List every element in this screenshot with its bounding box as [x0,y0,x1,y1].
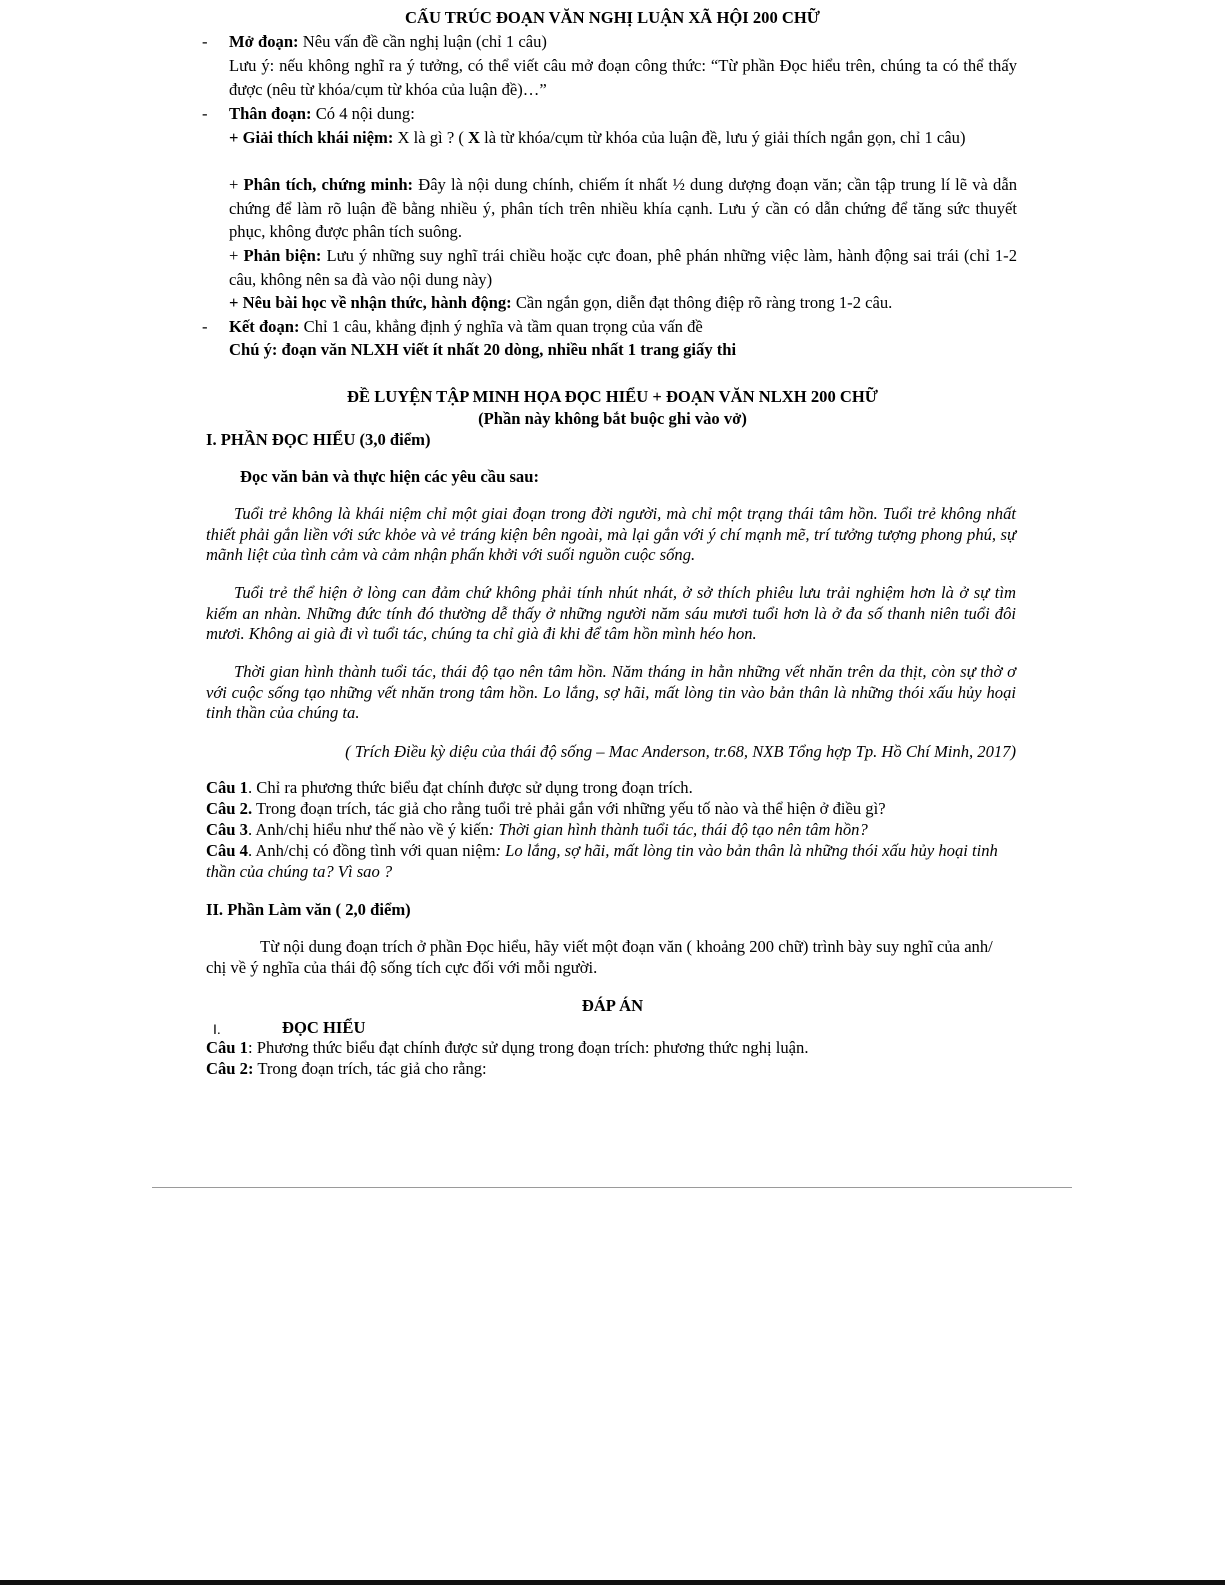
item1-text-a: X là gì ? ( [393,128,469,147]
question-4 [206,840,1016,882]
answers-roman-numeral: I. [213,1021,221,1037]
mo-doan-label: Mở đoạn: [229,32,299,51]
part1-heading: I. PHẦN ĐỌC HIỂU (3,0 điểm) [206,430,431,449]
bullet-dash: - [202,104,208,123]
reading-instruction: Đọc văn bản và thực hiện các yêu cầu sau: [240,467,539,486]
answers-title: ĐÁP ÁN [581,996,644,1015]
ket-doan-text: Chỉ 1 câu, khẳng định ý nghĩa và tầm quan trọng của vấn đề [299,317,703,336]
item4-text: Cần ngắn gọn, diễn đạt thông điệp rõ ràng trong 1-2 câu. [511,293,893,312]
q2-label: Câu 2. [206,799,253,818]
than-doan-text: Có 4 nội dung: [311,104,415,123]
item1-x: X [468,128,480,147]
q2-text: Trong đoạn trích, tác giả cho rằng tuổi trẻ phải gắn với những yếu tố nào và thể hiện ở điều gì? [252,799,886,818]
than-doan-label: Thân đoạn: [229,104,312,123]
structure-title: CẤU TRÚC ĐOẠN VĂN NGHỊ LUẬN XÃ HỘI 200 CHỮ [404,8,820,27]
chu-y-note: Chú ý: đoạn văn NLXH viết ít nhất 20 dòng, nhiều nhất 1 trang giấy thi [229,340,737,359]
ket-doan-label: Kết đoạn: [229,317,300,336]
answers-section-heading: ĐỌC HIỂU [282,1018,366,1037]
answer-2 [206,1058,1016,1079]
than-doan-item-3 [229,244,1017,291]
a2-text: Trong đoạn trích, tác giả cho rằng: [253,1059,487,1078]
part2-text: Từ nội dung đoạn trích ở phần Đọc hiểu, hãy viết một đoạn văn ( khoảng 200 chữ) trình bày suy nghĩ của anh/ chị về ý nghĩa của thái độ sống tích cực đối với mỗi người. [206,937,993,977]
q1-label: Câu 1 [206,778,248,797]
bullet-dash: - [202,317,208,336]
item2-text: Đây là nội dung chính, chiếm ít nhất ½ dung dượng đoạn văn; cần tập trung lí lẽ và dẫn chứng để làm rõ luận đề bằng nhiều ý, phân tích trên nhiều khía cạnh. Lưu ý cần có dẫn chứng để tăng sức thuyết phục, không được phân tích suông. [229,175,1017,241]
q1-text: . Chỉ ra phương thức biểu đạt chính được sử dụng trong đoạn trích. [247,778,693,797]
mo-doan-note: Lưu ý: nếu không nghĩ ra ý tưởng, có thể viết câu mở đoạn công thức: “Từ phần Đọc hiểu trên, chúng ta có thể thấy được (nêu từ khóa/cụm từ khóa của luận đề)…” [229,56,1017,99]
q3-text: . Anh/chị hiểu như thế nào về ý kiến [247,820,489,839]
passage-paragraph-1: Tuổi trẻ không là khái niệm chỉ một giai đoạn trong đời người, mà chỉ một trạng thái tâm hồn. Tuổi trẻ không nhất thiết phải gắn liền với sức khỏe và vẻ tráng kiện bên ngoài, mà lại gắn với ý chí mạnh mẽ, trí tưởng tượng phong phú, sự mãnh liệt của tình cảm và cảm nhận phấn khởi với suối nguồn cuộc sống. [206,504,1016,564]
part2-heading: II. Phần Làm văn ( 2,0 điểm) [206,900,411,919]
item3-text: Lưu ý những suy nghĩ trái chiều hoặc cực đoan, phê phán những việc làm, hành động sai trái (chỉ 1-2 câu, không nên sa đà vào nội dung này) [229,246,1018,289]
mo-doan-line [229,30,1017,54]
question-3 [206,819,1016,840]
q4-quote: : Lo lắng, sợ hãi, mất lòng tin vào bản thân là những thói xấu hủy hoại tinh thần của chúng ta? Vì sao ? [206,841,998,881]
item3-plus: + [229,246,244,265]
a1-label: Câu 1 [206,1038,248,1057]
a1-text: : Phương thức biểu đạt chính được sử dụng trong đoạn trích: phương thức nghị luận. [247,1038,809,1057]
ket-doan-line [229,315,1017,339]
than-doan-item-4 [229,291,1017,315]
than-doan-item-2 [229,173,1017,244]
q4-label: Câu 4 [206,841,248,860]
item3-label: Phản biện: [243,246,322,265]
bullet-dash: - [202,32,208,51]
bottom-border [0,1580,1225,1585]
a2-label: Câu 2: [206,1059,254,1078]
item1-label: + Giải thích khái niệm: [229,128,394,147]
passage-paragraph-3: Thời gian hình thành tuổi tác, thái độ tạo nên tâm hồn. Năm tháng in hằn những vết nhăn trên da thịt, còn sự thờ ơ với cuộc sống tạo những vết nhăn trong tâm hồn. Lo lắng, sợ hãi, mất lòng tin vào bản thân là những thói xấu hủy hoại tinh thần của chúng ta. [206,662,1016,722]
answer-1 [206,1037,1016,1058]
question-1 [206,777,1016,798]
q4-text: . Anh/chị có đồng tình với quan niệm [247,841,496,860]
passage-paragraph-2: Tuổi trẻ thể hiện ở lòng can đảm chứ không phải tính nhút nhát, ở sở thích phiêu lưu trải nghiệm hơn là ở sự tìm kiếm an nhàn. Những đức tính đó thường dễ thấy ở những người năm sáu mươi tuổi hơn là ở đa số thanh niên tuổi đôi mươi. Không ai già đi vì tuổi tác, chúng ta chỉ già đi khi để tâm hồn mình héo hon. [206,583,1016,643]
exercise-subtitle: (Phần này không bắt buộc ghi vào vở) [478,409,747,428]
page-divider [152,1187,1072,1188]
item2-label: Phân tích, chứng minh: [243,175,414,194]
than-doan-item-1 [229,126,1017,150]
passage-source: ( Trích Điều kỳ diệu của thái độ sống – Mac Anderson, tr.68, NXB Tổng hợp Tp. Hồ Chí Minh, 2017) [345,742,1016,761]
question-2 [206,798,1016,819]
mo-doan-text: Nêu vấn đề cần nghị luận (chỉ 1 câu) [298,32,547,51]
item1-text-b: là từ khóa/cụm từ khóa của luận đề, lưu ý giải thích ngắn gọn, chỉ 1 câu) [480,128,966,147]
q3-quote: : Thời gian hình thành tuổi tác, thái độ tạo nên tâm hồn? [488,820,868,839]
item4-label: + Nêu bài học về nhận thức, hành động: [229,293,512,312]
exercise-title: ĐỀ LUYỆN TẬP MINH HỌA ĐỌC HIỂU + ĐOẠN VĂN NLXH 200 CHỮ [347,387,878,406]
than-doan-line [229,102,1017,126]
item2-plus: + [229,175,244,194]
q3-label: Câu 3 [206,820,248,839]
